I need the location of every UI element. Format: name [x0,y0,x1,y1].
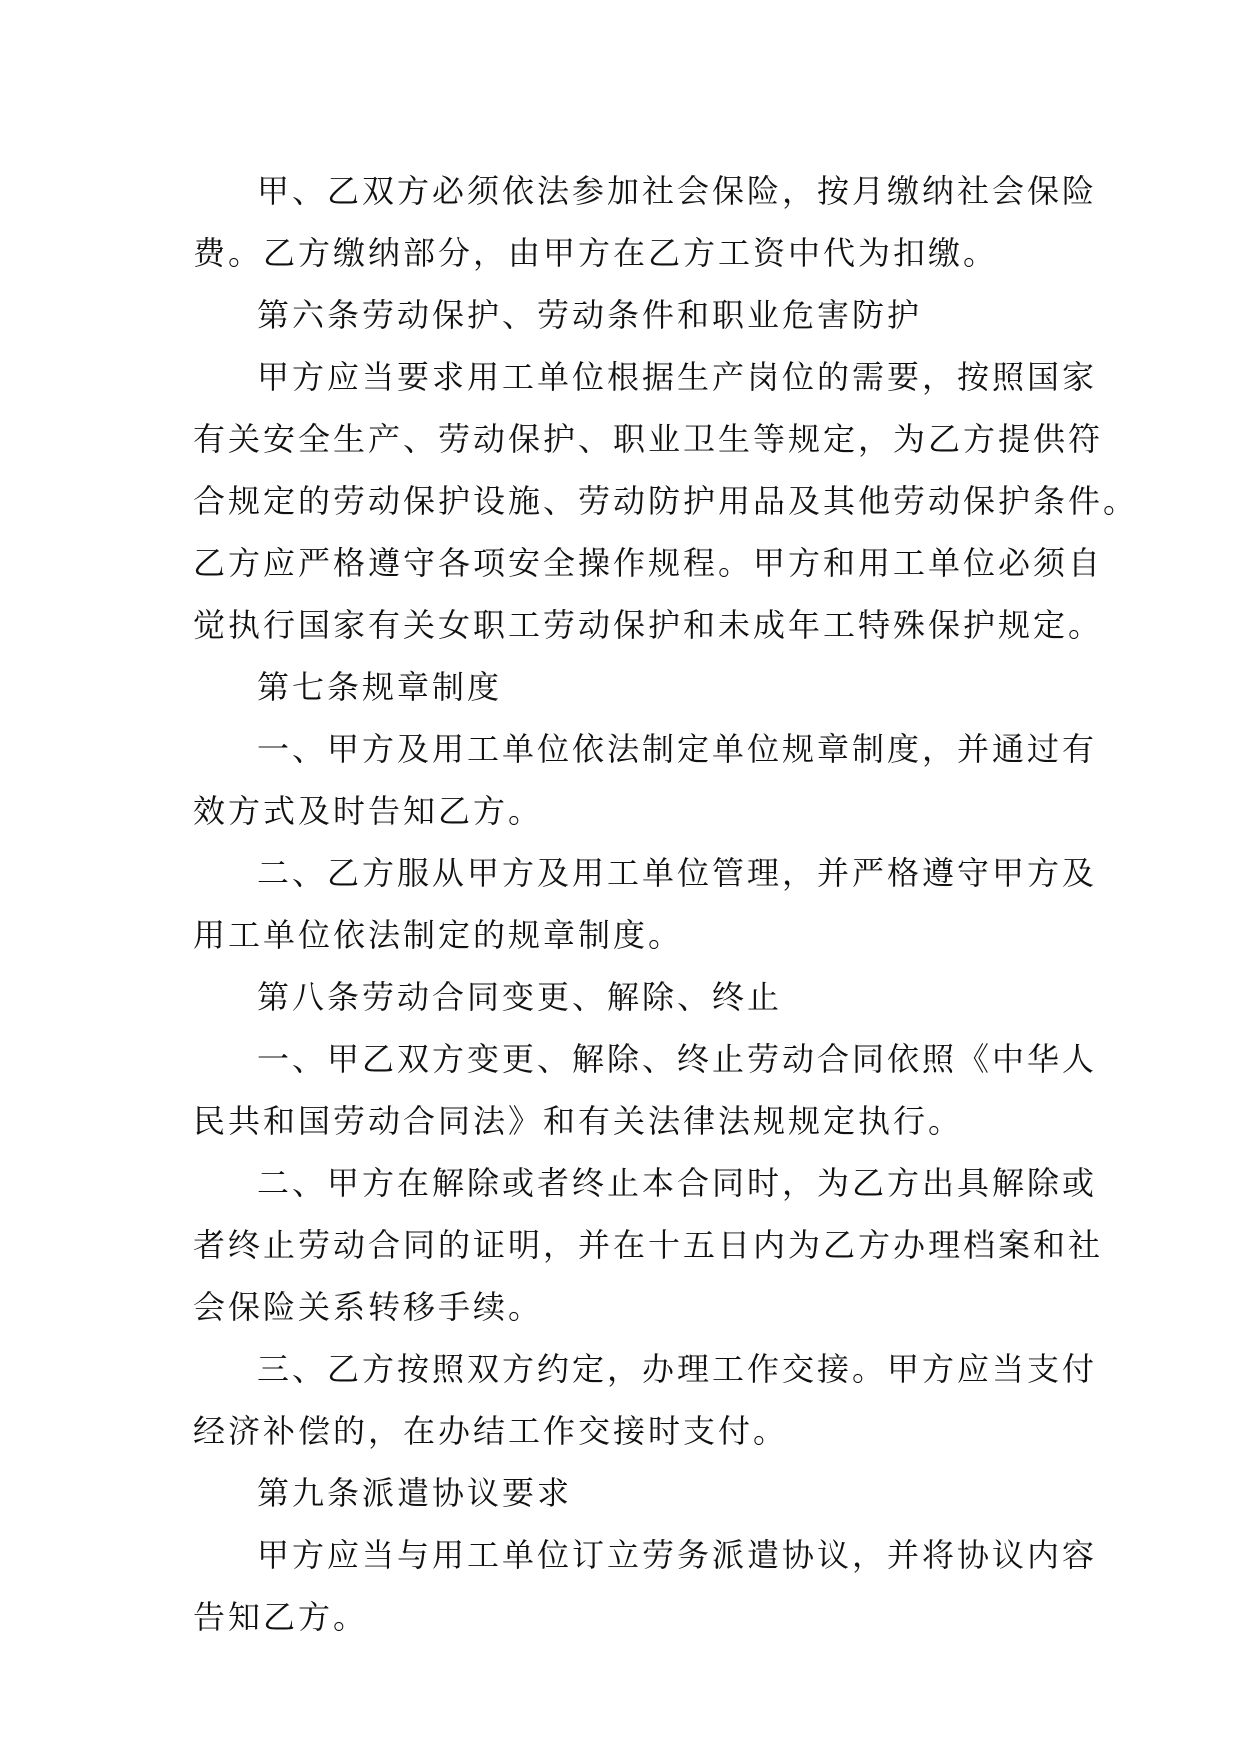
text-line: 乙方应严格遵守各项安全操作规程。甲方和用工单位必须自 [193,544,1104,582]
text-line: 合规定的劳动保护设施、劳动防护用品及其他劳动保护条件。 [193,482,1139,520]
text-line: 一、甲乙双方变更、解除、终止劳动合同依照《中华人 [257,1040,1098,1078]
text-line: 二、乙方服从甲方及用工单位管理，并严格遵守甲方及 [257,854,1098,892]
text-line: 第六条劳动保护、劳动条件和职业危害防护 [257,296,923,334]
text-line: 二、甲方在解除或者终止本合同时，为乙方出具解除或 [257,1164,1098,1202]
text-line: 第八条劳动合同变更、解除、终止 [257,978,783,1016]
text-line: 甲、乙双方必须依法参加社会保险，按月缴纳社会保险 [257,172,1098,210]
text-line: 经济补偿的，在办结工作交接时支付。 [193,1412,789,1450]
text-line: 觉执行国家有关女职工劳动保护和未成年工特殊保护规定。 [193,606,1104,644]
text-line: 有关安全生产、劳动保护、职业卫生等规定，为乙方提供符 [193,420,1104,458]
text-line: 民共和国劳动合同法》和有关法律法规规定执行。 [193,1102,964,1140]
text-line: 甲方应当要求用工单位根据生产岗位的需要，按照国家 [257,358,1098,396]
document-page [193,160,1139,1648]
text-line: 会保险关系转移手续。 [193,1288,544,1326]
text-line: 效方式及时告知乙方。 [193,792,544,830]
text-line: 甲方应当与用工单位订立劳务派遣协议，并将协议内容 [257,1536,1098,1574]
text-line: 告知乙方。 [193,1598,369,1636]
text-line: 三、乙方按照双方约定，办理工作交接。甲方应当支付 [257,1350,1098,1388]
text-line: 一、甲方及用工单位依法制定单位规章制度，并通过有 [257,730,1098,768]
document-body [193,160,1139,1648]
text-line: 用工单位依法制定的规章制度。 [193,916,684,954]
text-line: 者终止劳动合同的证明，并在十五日内为乙方办理档案和社 [193,1226,1104,1264]
text-line: 费。乙方缴纳部分，由甲方在乙方工资中代为扣缴。 [193,234,999,272]
text-line: 第九条派遣协议要求 [257,1474,573,1512]
text-line: 第七条规章制度 [257,668,503,706]
